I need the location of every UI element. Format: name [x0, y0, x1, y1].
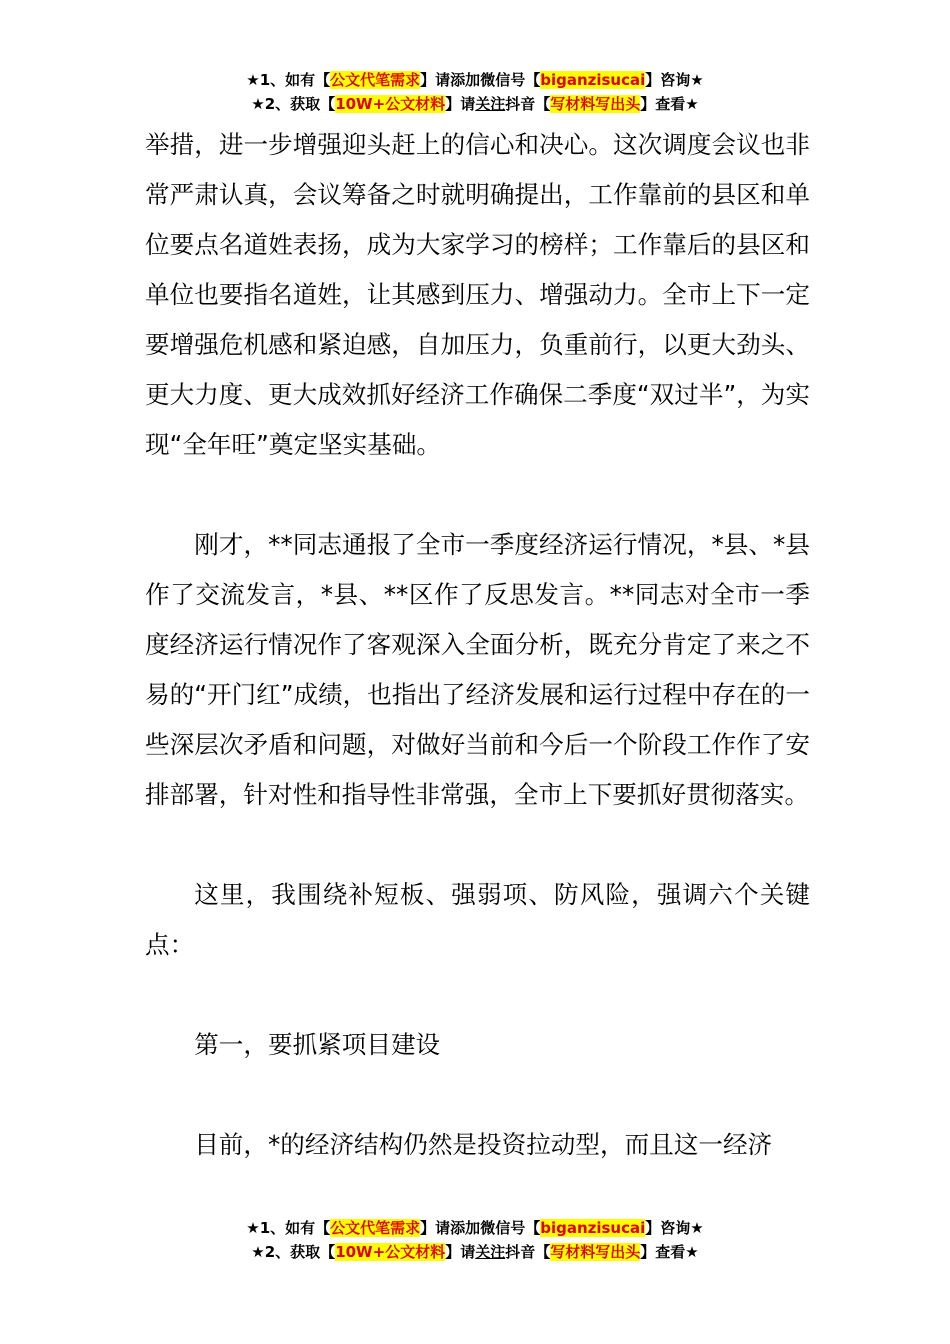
- banner-text: 】查看★: [640, 1243, 699, 1261]
- banner-text: ★1、如有【: [246, 71, 331, 89]
- paragraph: 目前，*的经济结构仍然是投资拉动型，而且这一经济: [194, 1130, 773, 1159]
- banner-text: 抖音【: [505, 1243, 551, 1261]
- document-body: [145, 120, 810, 1170]
- banner-highlight: biganzisucai: [540, 71, 646, 89]
- banner-highlight: 写材料写出头: [550, 1243, 641, 1261]
- banner-text: 】咨询★: [645, 71, 704, 89]
- banner-text: 】咨询★: [645, 1219, 704, 1237]
- banner-line-2: [0, 92, 950, 116]
- banner-highlight: 10W+公文材料: [335, 1243, 446, 1261]
- banner-text: 】请添加: [420, 71, 481, 89]
- banner-underlined: 关注: [475, 1243, 506, 1261]
- paragraph: 刚才，**同志通报了全市一季度经济运行情况，*县、*县作了交流发言，*县、**区作了反思发言。**同志对全市一季度经济运行情况作了客观深入全面分析，既充分肯定了来之不易的“开门红”成绩，也指出了经济发展和运行过程中存在的一些深层次矛盾和问题，对做好当前和今后一个阶段工作作了安排部署，针对性和指导性非常强，全市上下要抓好贯彻落实。: [145, 530, 810, 809]
- banner-text: ★2、获取【: [251, 95, 336, 113]
- banner-highlight: 写材料写出头: [550, 95, 641, 113]
- banner-text: 】请添加: [420, 1219, 481, 1237]
- paragraph: 举措，进一步增强迎头赶上的信心和决心。这次调度会议也非常严肃认真，会议筹备之时就明确提出，工作靠前的县区和单位要点名道姓表扬，成为大家学习的榜样；工作靠后的县区和单位也要指名道姓，让其感到压力、增强动力。全市上下一定要增强危机感和紧迫感，自加压力，负重前行，以更大劲头、更大力度、更大成效抓好经济工作确保二季度“双过半”，为实现“全年旺”奠定坚实基础。: [145, 130, 810, 459]
- banner-line-1: [0, 1216, 950, 1240]
- banner-text: 抖音【: [505, 95, 551, 113]
- banner-text: ★2、获取【: [251, 1243, 336, 1261]
- banner-underlined: 关注: [475, 95, 506, 113]
- banner-text: 微信号【: [480, 71, 541, 89]
- banner-highlight: 公文代笔需求: [330, 1219, 421, 1237]
- banner-highlight: 10W+公文材料: [335, 95, 446, 113]
- banner-line-1: [0, 68, 950, 92]
- paragraph: 这里，我围绕补短板、强弱项、防风险，强调六个关键点：: [145, 880, 810, 959]
- banner-text: 】请: [445, 95, 476, 113]
- banner-line-2: [0, 1240, 950, 1264]
- banner-text: 】查看★: [640, 95, 699, 113]
- banner-text: ★1、如有【: [246, 1219, 331, 1237]
- header-banner: [0, 68, 950, 116]
- section-heading: 第一，要抓紧项目建设: [194, 1030, 441, 1059]
- banner-text: 】请: [445, 1243, 476, 1261]
- banner-text: 微信号【: [480, 1219, 541, 1237]
- footer-banner: [0, 1216, 950, 1264]
- banner-highlight: 公文代笔需求: [330, 71, 421, 89]
- banner-highlight: biganzisucai: [540, 1219, 646, 1237]
